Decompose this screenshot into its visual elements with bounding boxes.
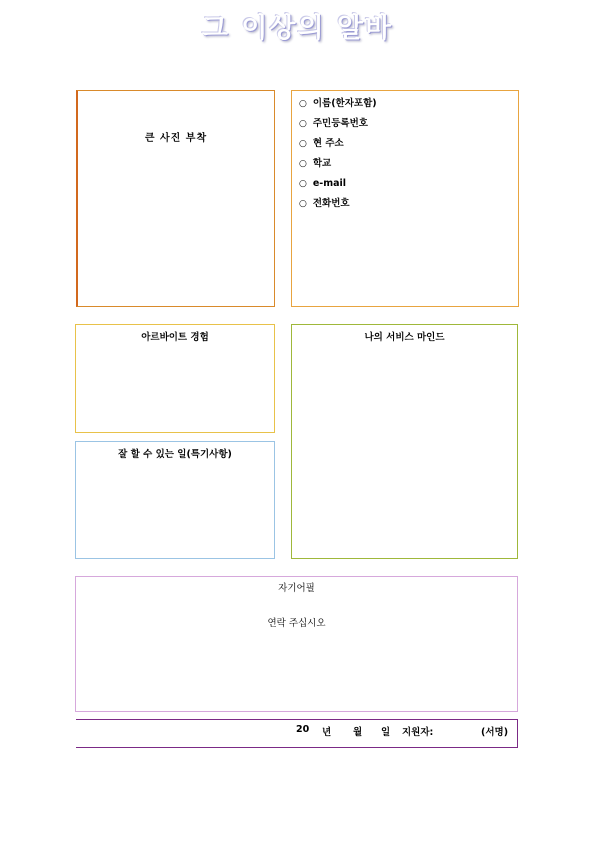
skills-heading: 잘 할 수 있는 일(특기사항) <box>118 449 232 460</box>
self-introduction-box[interactable] <box>75 576 518 712</box>
contact-request-text: 연락 주십시오 <box>267 618 326 629</box>
bullet-icon: ○ <box>299 99 307 109</box>
info-item-resident-number[interactable] <box>299 114 518 134</box>
month-label: 월 <box>353 727 363 738</box>
info-item-address[interactable] <box>299 134 518 154</box>
year-prefix: 20 <box>296 724 310 735</box>
info-label: 현 주소 <box>312 138 344 149</box>
photo-placeholder[interactable] <box>76 90 275 307</box>
parttime-heading: 아르바이트 경험 <box>141 332 209 343</box>
applicant-label: 지원자: <box>402 727 434 738</box>
service-heading: 나의 서비스 마인드 <box>364 332 445 343</box>
sign-label: (서명) <box>481 727 509 738</box>
personal-info-list <box>292 91 518 214</box>
page-title: 그 이상의 알바 <box>201 13 394 44</box>
info-label: e-mail <box>312 178 347 189</box>
bullet-icon: ○ <box>299 119 307 129</box>
skills-box[interactable] <box>75 441 275 559</box>
bullet-icon: ○ <box>299 199 307 209</box>
info-item-name[interactable] <box>299 94 518 114</box>
info-item-school[interactable] <box>299 154 518 174</box>
signature-line[interactable] <box>76 719 518 748</box>
intro-heading: 자기어필 <box>278 583 315 594</box>
info-item-email[interactable] <box>299 174 518 194</box>
day-label: 일 <box>381 727 391 738</box>
photo-label: 큰 사진 부착 <box>144 133 208 144</box>
service-mind-box[interactable] <box>291 324 518 559</box>
info-label: 이름(한자포함) <box>312 98 377 109</box>
parttime-experience-box[interactable] <box>75 324 275 433</box>
info-label: 주민등록번호 <box>312 118 368 129</box>
personal-info-box <box>291 90 519 307</box>
info-item-phone[interactable] <box>299 194 518 214</box>
bullet-icon: ○ <box>299 179 307 189</box>
bullet-icon: ○ <box>299 159 307 169</box>
bullet-icon: ○ <box>299 139 307 149</box>
year-label: 년 <box>322 727 332 738</box>
info-label: 학교 <box>312 158 332 169</box>
info-label: 전화번호 <box>312 198 350 209</box>
